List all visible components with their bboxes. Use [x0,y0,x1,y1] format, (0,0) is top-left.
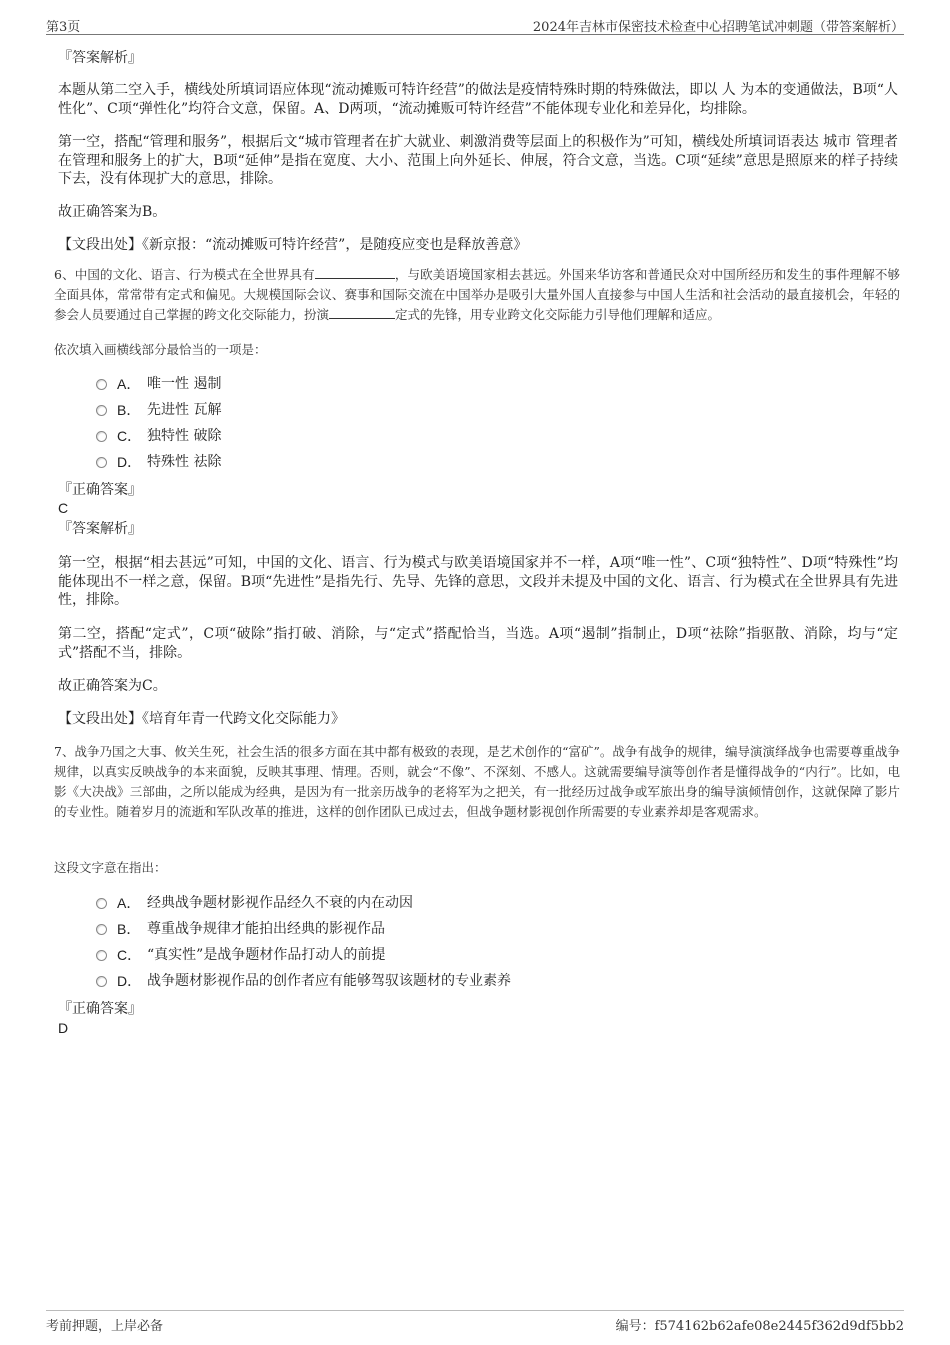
question-prompt: 依次填入画横线部分最恰当的一项是： [54,342,267,357]
analysis-paragraph: 本题从第二空入手，横线处所填词语应体现“流动摊贩可特许经营”的做法是疫情特殊时期的特殊做法，即以 人 为本的变通做法，B项“人性化”、C项“弹性化”均符合文意，保留。A、D两项，“流动摊贩可特许经营”不能体现专业化和差异化，均排除。 [58,82,898,117]
option-letter: D． [117,973,142,989]
option-b[interactable] [96,397,856,423]
analysis-paragraph: 第一空，根据“相去甚远”可知，中国的文化、语言、行为模式与欧美语境国家并不一样，A项“唯一性”、C项“独特性”、D项“特殊性”均能体现出不一样之意，保留。B项“先进性”是指先行、先导、先锋的意思，文段并未提及中国的文化、语言、行为模式在全世界具有先进性，排除。 [58,555,898,608]
conclusion: 故正确答案为C。 [58,678,167,694]
fill-blank [329,306,395,319]
radio-icon[interactable] [96,379,107,390]
option-text: 战争题材影视作品的创作者应有能够驾驭该题材的专业素养 [147,973,511,989]
page-footer [46,1310,904,1337]
source-citation: 【文段出处】《培育年青一代跨文化交际能力》 [58,711,345,727]
option-letter: A． [117,895,141,911]
source-citation: 【文段出处】《新京报：“流动摊贩可特许经营”，是随疫应变也是释放善意》 [58,237,528,253]
fill-blank [315,266,395,279]
radio-icon[interactable] [96,976,107,987]
question-stem [54,265,900,325]
analysis-label: 『答案解析』 [58,521,142,537]
question-prompt: 这段文字意在指出： [54,860,167,875]
radio-icon[interactable] [96,924,107,935]
analysis-paragraph: 第二空，搭配“定式”，C项“破除”指打破、消除，与“定式”搭配恰当，当选。A项“遏制”指制止，D项“祛除”指驱散、消除，均与“定式”搭配不当，排除。 [58,626,898,661]
option-letter: C． [117,428,142,444]
option-c[interactable] [96,423,856,449]
radio-icon[interactable] [96,950,107,961]
option-a[interactable] [96,890,856,916]
option-list [96,890,856,994]
page-header [46,14,904,35]
radio-icon[interactable] [96,405,107,416]
option-letter: B． [117,402,141,418]
conclusion: 故正确答案为B。 [58,204,167,220]
option-d[interactable] [96,449,856,475]
correct-answer: C [58,500,69,516]
correct-answer-label: 『正确答案』 [58,1001,142,1017]
radio-icon[interactable] [96,898,107,909]
stem-part: ，与欧美语境国家相去甚远。外国来华访客和普通民众对中国所经历和发生的事件理解不够全面具体，常常带有定式和偏见。大规模国际会议、赛事和国际交流在中国举办是吸引大量外国人直接参与中国人生活和社会活动的最直接机会，年轻的参会人员要通过自己掌握的跨文化交际能力，扮演 [54,267,900,322]
correct-answer: D [58,1020,69,1036]
option-text: 尊重战争规律才能拍出经典的影视作品 [147,921,385,937]
option-a[interactable] [96,371,856,397]
radio-icon[interactable] [96,457,107,468]
stem-part: 6、中国的文化、语言、行为模式在全世界具有 [54,267,315,282]
analysis-label: 『答案解析』 [58,50,142,66]
option-d[interactable] [96,968,856,994]
stem-part: 定式的先锋，用专业跨文化交际能力引导他们理解和适应。 [395,307,721,322]
option-list [96,371,856,475]
option-letter: B． [117,921,141,937]
analysis-paragraph: 第一空，搭配“管理和服务”，根据后文“城市管理者在扩大就业、刺激消费等层面上的积极作为”可知，横线处所填词语表达 城市 管理者在管理和服务上的扩大，B项“延伸”是指在宽度、大小、范围上向外延长、伸展，符合文意，当选。C项“延续”意思是照原来的样子持续下去，没有体现扩大的意思，排除。 [58,134,898,187]
option-c[interactable] [96,942,856,968]
option-text: 特殊性 祛除 [147,454,222,470]
option-letter: A． [117,376,141,392]
page-number: 第3页 [46,20,81,35]
option-letter: D． [117,454,142,470]
option-text: 先进性 瓦解 [147,402,222,418]
radio-icon[interactable] [96,431,107,442]
document-id: 编号：f574162b62afe08e2445f362d9df5bb2 [615,1319,904,1334]
option-letter: C． [117,947,142,963]
footer-slogan: 考前押题，上岸必备 [46,1319,164,1334]
correct-answer-label: 『正确答案』 [58,482,142,498]
question-stem: 7、战争乃国之大事、攸关生死，社会生活的很多方面在其中都有极致的表现，是艺术创作的“富矿”。战争有战争的规律，编导演演绎战争也需要尊重战争规律，以真实反映战争的本来面貌，反映其事理、情理。否则，就会“不像”、不深刻、不感人。这就需要编导演等创作者是懂得战争的“内行”。比如，电影《大决战》三部曲，之所以能成为经典，是因为有一批亲历战争的老将军为之把关，有一批经历过战争或军旅出身的编导演倾情创作，这就保障了影片的专业性。随着岁月的流逝和军队改革的推进，这样的创作团队已成过去，但战争题材影视创作所需要的专业素养却是客观需求。 [54,744,900,819]
option-text: 独特性 破除 [147,428,222,444]
option-text: 经典战争题材影视作品经久不衰的内在动因 [147,895,413,911]
option-text: 唯一性 遏制 [147,376,222,392]
document-title: 2024年吉林市保密技术检查中心招聘笔试冲刺题（带答案解析） [532,20,904,35]
option-text: “真实性”是战争题材作品打动人的前提 [147,947,386,963]
option-b[interactable] [96,916,856,942]
